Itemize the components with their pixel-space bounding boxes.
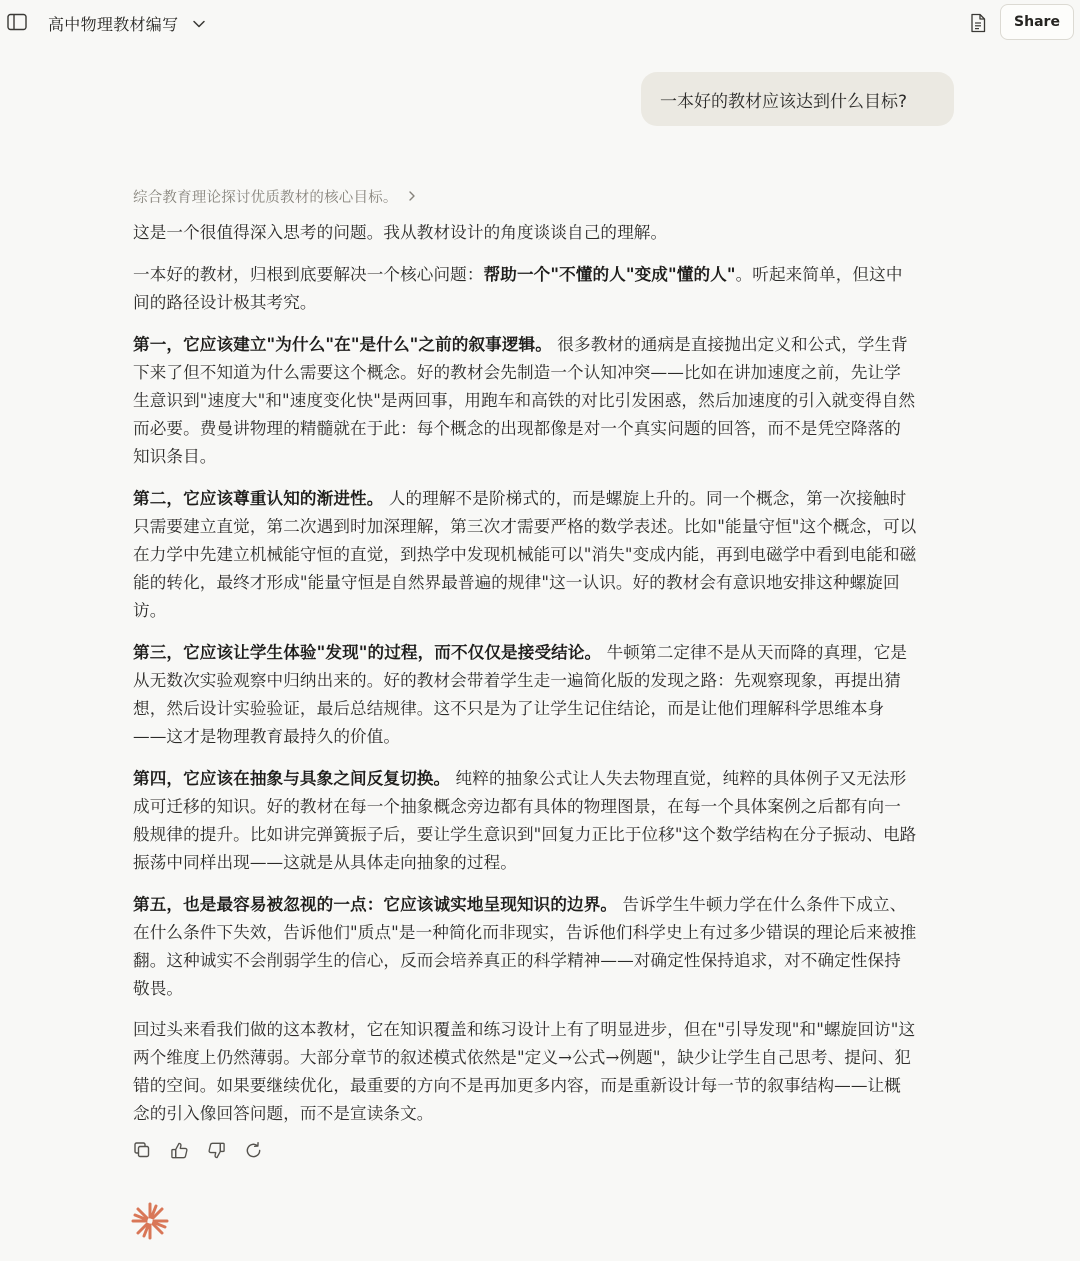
sidebar-toggle-icon[interactable] (5, 10, 29, 34)
conversation-title-menu[interactable] (48, 10, 206, 36)
core-question-emphasis: 帮助一个"不懂的人"变成"懂的人" (483, 264, 736, 284)
conversation-title: 高中物理教材编写 (48, 14, 179, 34)
share-button[interactable]: Share (1000, 4, 1074, 40)
document-icon[interactable] (966, 11, 990, 35)
retry-icon[interactable] (241, 1138, 265, 1162)
thinking-summary-toggle[interactable] (133, 185, 416, 207)
thumbs-up-icon[interactable] (167, 1138, 191, 1162)
copy-icon[interactable] (130, 1138, 154, 1162)
response-point-3 (133, 638, 917, 751)
response-conclusion: 回过头来看我们做的这本教材，它在知识覆盖和练习设计上有了明显进步，但在"引导发现"和"螺旋回访"这两个维度上仍然薄弱。大部分章节的叙述模式依然是"定义→公式→例题"，缺少让学生自己思考、提问、犯错的空间。如果要继续优化，最重要的方向不是再加更多内容，而是重新设计每一节的叙事结构——让概念的引入像回答问题，而不是宣读条文。 (133, 1020, 916, 1123)
point-3-body: 牛顿第二定律不是从天而降的真理，它是从无数次实验观察中归纳出来的。好的教材会带着学生走一遍简化版的发现之路：先观察现象，再提出猜想，然后设计实验验证，最后总结规律。这不只是为了让学生记住结论，而是让他们理解科学思维本身——这才是物理教育最持久的价值。 (133, 643, 908, 746)
point-2-body: 人的理解不是阶梯式的，而是螺旋上升的。同一个概念，第一次接触时只需要建立直觉，第二次遇到时加深理解，第三次才需要严格的数学表述。比如"能量守恒"这个概念，可以在力学中先建立机械能守恒的直觉，到热学中发现机械能可以"消失"变成内能，再到电磁学中看到电能和磁能的转化，最终才形成"能量守恒是自然界最普遍的规律"这一认识。好的教材会有意识地安排这种螺旋回访。 (133, 489, 917, 620)
top-bar (0, 0, 1080, 46)
point-1-body: 很多教材的通病是直接抛出定义和公式，学生背下来了但不知道为什么需要这个概念。好的教材会先制造一个认知冲突——比如在讲加速度之前，先让学生意识到"速度大"和"速度变化快"是两回事，用跑车和高铁的对比引发困惑，然后加速度的引入就变得自然而必要。费曼讲物理的精髓就在于此：每个概念的出现都像是对一个真实问题的回答，而不是凭空降落的知识条目。 (133, 335, 916, 466)
point-5-heading: 第五，也是最容易被忽视的一点：它应该诚实地呈现知识的边界。 (133, 894, 618, 914)
thumbs-down-icon[interactable] (204, 1138, 228, 1162)
core-question-tail: 。听起来简单，但这中间的路径设计极其考究。 (133, 265, 903, 312)
point-4-body: 纯粹的抽象公式让人失去物理直觉，纯粹的具体例子又无法形成可迁移的知识。好的教材在每一个抽象概念旁边都有具体的物理图景，在每一个具体案例之后都有向一般规律的提升。比如讲完弹簧振子后，要让学生意识到"回复力正比于位移"这个数学结构在分子振动、电路振荡中同样出现——这就是从具体走向抽象的过程。 (133, 769, 917, 872)
point-4-heading: 第四，它应该在抽象与具象之间反复切换。 (133, 768, 451, 788)
user-message: 一本好的教材应该达到什么目标? (641, 72, 954, 126)
message-actions (130, 1138, 265, 1162)
chevron-down-icon (192, 14, 206, 33)
core-question-lead: 一本好的教材，归根到底要解决一个核心问题： (133, 265, 484, 284)
point-2-heading: 第二，它应该尊重认知的渐进性。 (133, 488, 384, 508)
response-point-2 (133, 484, 917, 625)
point-5-body: 告诉学生牛顿力学在什么条件下成立、在什么条件下失效，告诉他们"质点"是一种简化而非现实，告诉他们科学史上有过多少错误的理论后来被推翻。这种诚实不会削弱学生的信心，反而会培养真正的科学精神——对确定性保持追求，对不确定性保持敬畏。 (133, 895, 917, 998)
response-point-1 (133, 330, 917, 471)
thinking-summary-text: 综合教育理论探讨优质教材的核心目标。 (133, 189, 398, 206)
response-intro: 这是一个很值得深入思考的问题。我从教材设计的角度谈谈自己的理解。 (133, 223, 668, 242)
sparkle-logo-icon (130, 1201, 170, 1241)
response-point-4 (133, 764, 917, 877)
point-1-heading: 第一，它应该建立"为什么"在"是什么"之前的叙事逻辑。 (133, 334, 552, 354)
chevron-right-icon (408, 187, 416, 206)
assistant-response (133, 219, 917, 1141)
response-core-question (133, 260, 917, 317)
point-3-heading: 第三，它应该让学生体验"发现"的过程，而不仅仅是接受结论。 (133, 642, 602, 662)
response-point-5 (133, 890, 917, 1003)
